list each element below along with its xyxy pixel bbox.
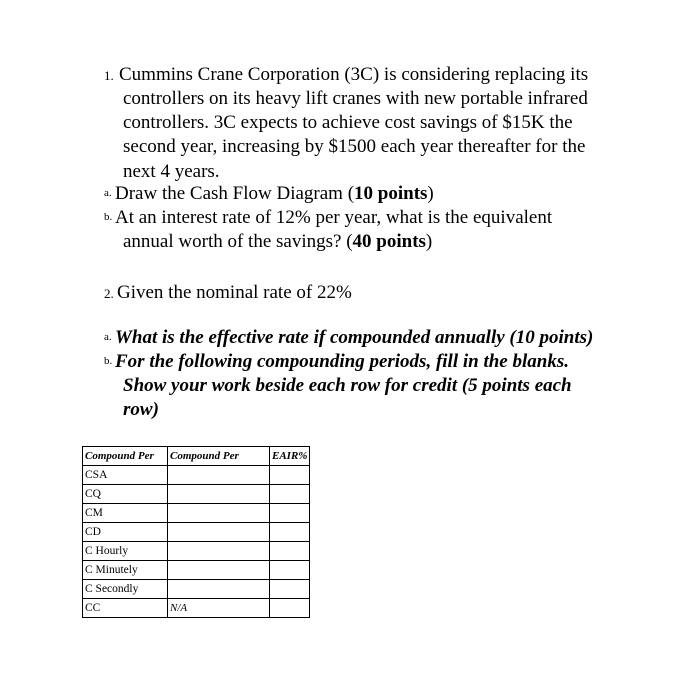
- column-header: Compound Per: [168, 447, 270, 466]
- question-2-part-b-line: Show your work beside each row for credit (5 points each: [123, 375, 572, 396]
- table-row: [83, 599, 310, 618]
- question-2-number: 2.: [104, 286, 114, 301]
- question-1-line: next 4 years.: [123, 160, 220, 182]
- part-b-line2: annual worth of the savings? (: [123, 231, 353, 252]
- table-row: [83, 523, 310, 542]
- part-b-points: 40 points: [352, 231, 426, 252]
- table-row: [83, 504, 310, 523]
- table-row: [83, 542, 310, 561]
- table-cell: CM: [83, 504, 168, 523]
- table-cell: [270, 561, 310, 580]
- table-header-row: [83, 447, 310, 466]
- table-cell: [168, 542, 270, 561]
- part-a-text: Draw the Cash Flow Diagram (: [115, 183, 355, 204]
- table-cell: CD: [83, 523, 168, 542]
- part-a-points: 10 points: [354, 183, 428, 204]
- part-a-label: a.: [104, 187, 112, 199]
- table-cell-na: N/A: [168, 599, 270, 618]
- table-row: [83, 466, 310, 485]
- table-cell: [168, 561, 270, 580]
- table-row: [83, 561, 310, 580]
- question-2-part-a-text: What is the effective rate if compounded annually (10 points): [115, 327, 594, 348]
- question-1-line: Cummins Crane Corporation (3C) is considering replacing its: [119, 64, 589, 85]
- question-2-part-b-line: For the following compounding periods, fill in the blanks.: [115, 351, 569, 372]
- table-row: [83, 580, 310, 599]
- question-2-part-b-line: row): [123, 399, 159, 420]
- question-1-line: second year, increasing by $1500 each year thereafter for the: [123, 136, 586, 158]
- table-row: [83, 485, 310, 504]
- table-cell: [168, 523, 270, 542]
- question-1-line: controllers on its heavy lift cranes with new portable infrared: [123, 88, 588, 109]
- part-b-line1: At an interest rate of 12% per year, what is the equivalent: [115, 207, 553, 228]
- part-b-close: ): [425, 231, 433, 252]
- question-1-line: controllers. 3C expects to achieve cost savings of $15K the: [123, 112, 573, 134]
- table-cell: [168, 504, 270, 523]
- table-cell: [270, 523, 310, 542]
- part-a-close: ): [427, 183, 434, 204]
- table-cell: [168, 580, 270, 599]
- table-cell: [270, 485, 310, 504]
- table-cell: CC: [83, 599, 168, 618]
- table-cell: [270, 466, 310, 485]
- table-cell: C Minutely: [83, 561, 168, 580]
- table-cell: CSA: [83, 466, 168, 485]
- part-b-label: b.: [104, 355, 113, 367]
- part-b-label: b.: [104, 211, 113, 223]
- table-cell: C Secondly: [83, 580, 168, 599]
- question-1-number: 1.: [104, 68, 114, 83]
- table-cell: [168, 485, 270, 504]
- table-cell: C Hourly: [83, 542, 168, 561]
- table-cell: [270, 504, 310, 523]
- column-header: EAIR%: [270, 447, 310, 466]
- table-cell: [168, 466, 270, 485]
- column-header: Compound Per: [83, 447, 168, 466]
- question-2-text: Given the nominal rate of 22%: [117, 282, 352, 303]
- table-cell: [270, 599, 310, 618]
- table-cell: CQ: [83, 485, 168, 504]
- table-cell: [270, 542, 310, 561]
- table-cell: [270, 580, 310, 599]
- compounding-table: [82, 446, 310, 618]
- part-a-label: a.: [104, 331, 112, 343]
